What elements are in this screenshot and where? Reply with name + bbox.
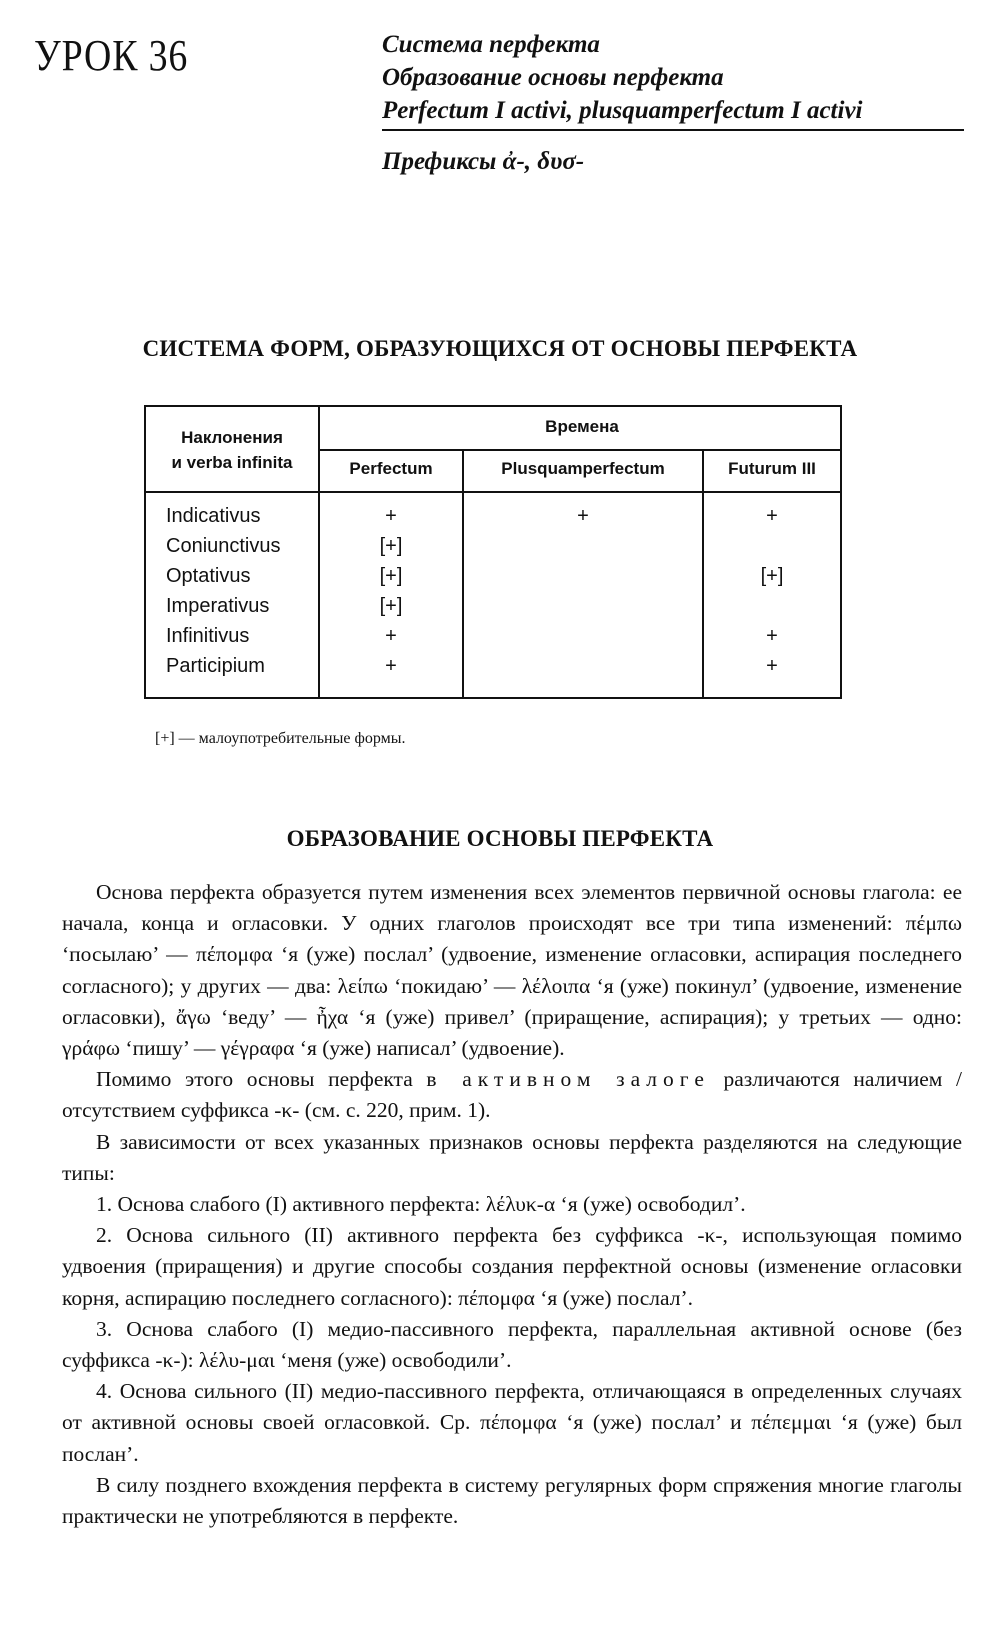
list-item: 4. Основа сильного (II) медио-пассивного перфекта, отличающаяся в определенных случаях от активной основы своей огласовкой. Ср. πέπομφα ‘я (уже) послал’ и πέπεμμαι ‘я (уже) был послан’.: [62, 1379, 962, 1466]
list-item: 2. Основа сильного (II) активного перфекта без суффикса -κ-, использующая помимо удвоения (приращения) и другие способы создания перфектной основы (изменение огласовки корня, аспирацию последнего согласного): πέπομφα ‘я (уже) послал’.: [62, 1223, 962, 1310]
moods-header-line2: и verba infinita: [171, 453, 293, 472]
cell-indicativus-futurum: +: [766, 505, 778, 527]
cell-coniunctivus-perfectum: [+]: [379, 535, 403, 557]
paragraph: [62, 1064, 962, 1126]
body-text: [62, 877, 962, 1532]
cell-participium-perfectum: +: [385, 655, 397, 677]
topic-perfect-system: Система перфекта: [382, 31, 600, 58]
lesson-title: УРОК 36: [34, 31, 189, 80]
cell-imperativus-perfectum: [+]: [379, 595, 403, 617]
paragraph: В силу позднего вхождения перфекта в систему регулярных форм спряжения многие глаголы практически не употребляются в перфекте.: [62, 1472, 962, 1529]
column-header-plusquamperfectum: Plusquamperfectum: [501, 459, 665, 478]
lesson-header-topics: [382, 28, 964, 178]
list-item: 1. Основа слабого (I) активного перфекта: λέλυκ-α ‘я (уже) освободил’.: [96, 1192, 746, 1217]
row-mood-indicativus: Indicativus: [166, 505, 261, 527]
topic-prefixes: Префиксы ἀ-, δυσ-: [382, 148, 585, 175]
cell-indicativus-plusquamperfectum: +: [577, 505, 589, 527]
section-title-forms-system: СИСТЕМА ФОРМ, ОБРАЗУЮЩИХСЯ ОТ ОСНОВЫ ПЕРФЕКТА: [142, 336, 858, 361]
cell-optativus-futurum: [+]: [760, 565, 784, 587]
table-header-tenses: Времена: [545, 417, 619, 436]
paragraph: В зависимости от всех указанных признаков основы перфекта разделяются на следующие типы:: [62, 1129, 962, 1185]
paragraph-text: Помимо этого основы перфекта: [96, 1067, 427, 1092]
table-divider: [318, 449, 840, 451]
row-mood-infinitivus: Infinitivus: [166, 625, 250, 647]
header-rule: [382, 129, 964, 131]
spaced-emphasis: в активном залоге: [426, 1067, 710, 1092]
column-header-perfectum: Perfectum: [349, 459, 433, 478]
column-header-futurum-iii: Futurum III: [728, 459, 816, 478]
paragraph-text: различаются наличием / отсутствием суффикса -κ- (см. с. 220, прим. 1).: [62, 1067, 962, 1123]
table-footnote: [+] — малоупотребительные формы.: [155, 730, 406, 747]
cell-participium-futurum: +: [766, 655, 778, 677]
table-divider: [462, 449, 464, 697]
row-mood-imperativus: Imperativus: [166, 595, 270, 617]
paragraph: Основа перфекта образуется путем изменения всех элементов первичной основы глагола: ее начала, конца и огласовки. У одних глаголов происходят все три типа изменений: πέμπω ‘посылаю’ — πέπομφα ‘я (уже) послал’ (удвоение, изменение огласовки, аспирация последнего согласного); у других — два: λείπω ‘покидаю’ — λέλοιπα ‘я (уже) покинул’ (удвоение, изменение огласовки), ἄγω ‘веду’ — ἦχα ‘я (уже) привел’ (приращение, аспирация); у третьих — одно: γράφω ‘пишу’ — γέγραφα ‘я (уже) написал’ (удвоение).: [62, 880, 962, 1061]
table-header-moods: [152, 425, 312, 475]
list-item: 3. Основа слабого (I) медио-пассивного перфекта, параллельная активной основе (без суффикса -κ-): λέλυ-μαι ‘меня (уже) освободили’.: [62, 1316, 962, 1373]
topic-perfect-stem: Образование основы перфекта: [382, 64, 724, 91]
row-mood-participium: Participium: [166, 655, 265, 677]
row-mood-optativus: Optativus: [166, 565, 251, 587]
table-divider: [146, 491, 840, 493]
section-title-stem-formation: ОБРАЗОВАНИЕ ОСНОВЫ ПЕРФЕКТА: [286, 826, 714, 851]
moods-header-line1: Наклонения: [181, 428, 283, 447]
cell-indicativus-perfectum: +: [385, 505, 397, 527]
topic-perfectum-activi: Perfectum I activi, plusquamperfectum I activi: [382, 97, 863, 124]
cell-infinitivus-futurum: +: [766, 625, 778, 647]
forms-table: [144, 405, 842, 699]
cell-optativus-perfectum: [+]: [379, 565, 403, 587]
row-mood-coniunctivus: Coniunctivus: [166, 535, 281, 557]
cell-infinitivus-perfectum: +: [385, 625, 397, 647]
